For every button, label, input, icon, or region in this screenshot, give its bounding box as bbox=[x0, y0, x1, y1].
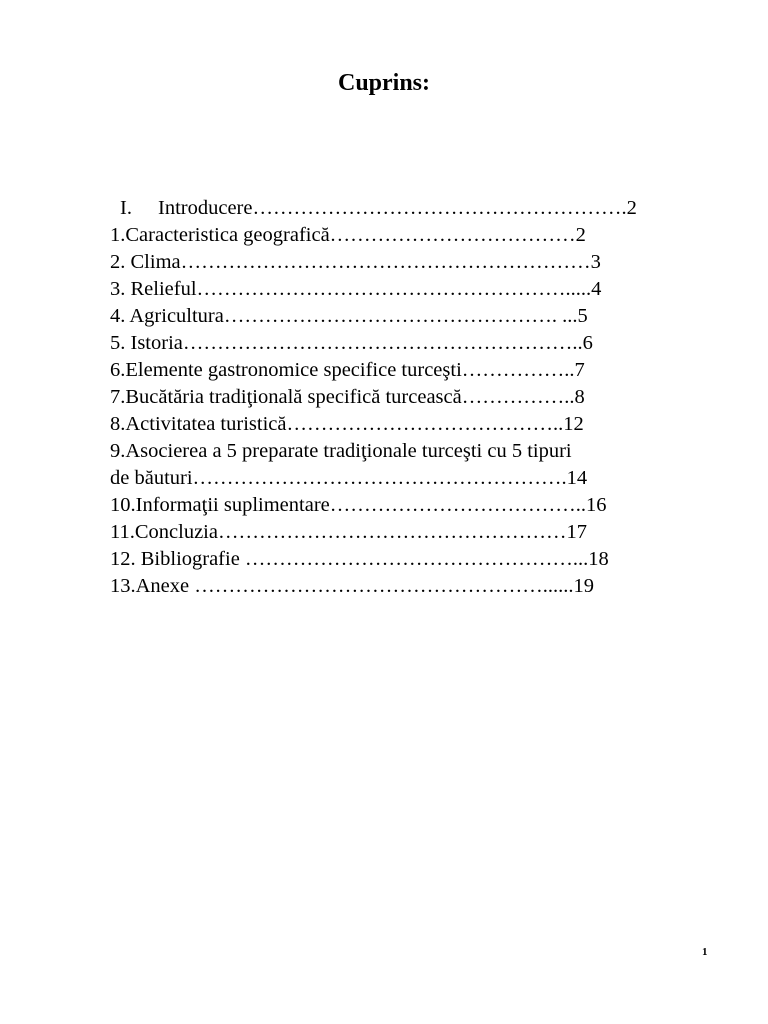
toc-entry: 11.Concluzia……………………………………………17 bbox=[110, 521, 587, 543]
toc-entry: 9.Asocierea a 5 preparate tradiţionale turceşti cu 5 tipuri bbox=[110, 440, 572, 462]
toc-entry: 7.Bucătăria tradiţională specifică turcească……………..8 bbox=[110, 386, 585, 408]
toc-entry: 13.Anexe ……………………………………………......19 bbox=[110, 575, 595, 597]
toc-entry: de băuturi……………………………………………….14 bbox=[110, 467, 588, 489]
page-number: 1 bbox=[702, 946, 708, 958]
toc-entry-introducere bbox=[110, 195, 715, 222]
toc-entry-text: Introducere……………………………………………….2 bbox=[158, 197, 637, 219]
toc-entry: 10.Informaţii suplimentare………………………………..16 bbox=[110, 494, 607, 516]
toc-entry: 8.Activitatea turistică…………………………………..12 bbox=[110, 413, 584, 435]
toc-entry-number: I. bbox=[120, 197, 132, 219]
toc-entry: 1.Caracteristica geografică………………………………2 bbox=[110, 224, 586, 246]
toc-entry: 5. Istoria…………………………………………………..6 bbox=[110, 332, 593, 354]
table-of-contents bbox=[110, 195, 715, 600]
toc-entry: 4. Agricultura…………………………………………. ...5 bbox=[110, 305, 588, 327]
toc-entry: 6.Elemente gastronomice specifice turceşti……………..7 bbox=[110, 359, 585, 381]
toc-entry: 2. Clima……………………………………………………3 bbox=[110, 251, 601, 273]
toc-entry: 3. Relieful……………………………………………….....4 bbox=[110, 278, 602, 300]
page-title: Cuprins: bbox=[337, 70, 431, 96]
toc-entry: 12. Bibliografie …………………………………………...18 bbox=[110, 548, 609, 570]
